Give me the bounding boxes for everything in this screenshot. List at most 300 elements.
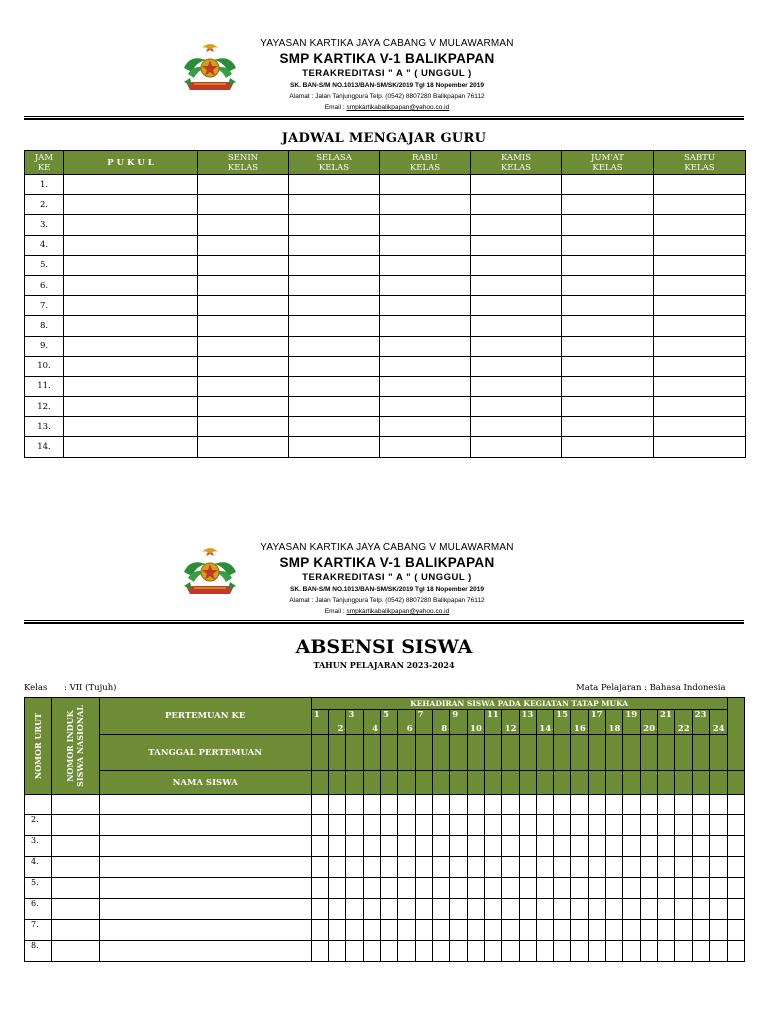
schedule-cell[interactable] [289,336,380,356]
attendance-mark-cell[interactable] [363,899,380,920]
attendance-mark-cell[interactable] [640,815,657,836]
attendance-mark-cell[interactable] [675,941,692,962]
attendance-mark-cell[interactable] [467,941,484,962]
schedule-cell[interactable] [654,316,746,336]
schedule-cell[interactable] [654,356,746,376]
attendance-mark-cell[interactable] [381,878,398,899]
schedule-cell[interactable] [198,356,289,376]
attendance-mark-cell[interactable] [363,836,380,857]
attendance-mark-cell[interactable] [311,836,328,857]
attendance-mark-cell[interactable] [519,899,536,920]
schedule-cell[interactable] [198,235,289,255]
schedule-cell[interactable] [289,397,380,417]
attendance-mark-cell[interactable] [692,857,709,878]
attendance-mark-cell[interactable] [727,795,744,815]
attendance-mark-cell[interactable] [606,836,623,857]
attendance-mark-cell[interactable] [381,857,398,878]
schedule-cell[interactable] [471,397,562,417]
attendance-mark-cell[interactable] [346,815,363,836]
attendance-mark-cell[interactable] [484,815,501,836]
attendance-mark-cell[interactable] [692,878,709,899]
attendance-mark-cell[interactable] [329,795,346,815]
date-cell[interactable] [329,735,346,771]
attendance-mark-cell[interactable] [658,857,675,878]
attendance-mark-cell[interactable] [502,941,519,962]
attendance-mark-cell[interactable] [432,836,449,857]
attendance-mark-cell[interactable] [432,941,449,962]
attendance-mark-cell[interactable] [709,920,727,941]
date-cell[interactable] [588,735,605,771]
attendance-mark-cell[interactable] [432,920,449,941]
student-name-cell[interactable] [99,941,311,962]
attendance-mark-cell[interactable] [606,878,623,899]
date-cell[interactable] [467,735,484,771]
schedule-cell[interactable] [654,215,746,235]
schedule-cell[interactable] [562,437,654,457]
date-cell[interactable] [415,735,432,771]
attendance-mark-cell[interactable] [502,878,519,899]
schedule-cell[interactable] [471,376,562,396]
attendance-mark-cell[interactable] [484,899,501,920]
attendance-mark-cell[interactable] [692,815,709,836]
student-nisn-cell[interactable] [52,941,100,962]
schedule-cell[interactable] [64,356,198,376]
attendance-mark-cell[interactable] [311,857,328,878]
attendance-mark-cell[interactable] [675,899,692,920]
attendance-mark-cell[interactable] [398,795,415,815]
schedule-cell[interactable] [562,296,654,316]
schedule-cell[interactable] [654,255,746,275]
email-link[interactable]: smpkartikabalikpapan@yahoo.co.id [346,608,450,615]
attendance-mark-cell[interactable] [415,795,432,815]
date-cell[interactable] [675,735,692,771]
date-cell[interactable] [658,735,675,771]
schedule-cell[interactable] [380,296,471,316]
attendance-mark-cell[interactable] [381,815,398,836]
attendance-mark-cell[interactable] [536,941,553,962]
schedule-cell[interactable] [562,215,654,235]
attendance-mark-cell[interactable] [658,899,675,920]
schedule-cell[interactable] [289,255,380,275]
attendance-mark-cell[interactable] [623,795,640,815]
attendance-mark-cell[interactable] [536,920,553,941]
attendance-mark-cell[interactable] [484,795,501,815]
date-cell[interactable] [536,735,553,771]
attendance-mark-cell[interactable] [415,920,432,941]
email-link[interactable]: smpkartikabalikpapan@yahoo.co.id [346,104,450,111]
attendance-mark-cell[interactable] [571,836,588,857]
attendance-mark-cell[interactable] [554,920,571,941]
attendance-mark-cell[interactable] [727,857,744,878]
attendance-mark-cell[interactable] [432,899,449,920]
attendance-mark-cell[interactable] [346,941,363,962]
attendance-mark-cell[interactable] [709,878,727,899]
schedule-cell[interactable] [562,175,654,195]
attendance-mark-cell[interactable] [484,857,501,878]
attendance-mark-cell[interactable] [606,899,623,920]
attendance-mark-cell[interactable] [588,795,605,815]
attendance-mark-cell[interactable] [450,857,467,878]
attendance-mark-cell[interactable] [329,857,346,878]
attendance-mark-cell[interactable] [415,836,432,857]
attendance-mark-cell[interactable] [311,795,328,815]
attendance-mark-cell[interactable] [329,920,346,941]
attendance-mark-cell[interactable] [623,920,640,941]
attendance-mark-cell[interactable] [675,815,692,836]
attendance-mark-cell[interactable] [727,920,744,941]
attendance-mark-cell[interactable] [415,899,432,920]
student-nisn-cell[interactable] [52,878,100,899]
attendance-mark-cell[interactable] [450,836,467,857]
attendance-mark-cell[interactable] [450,899,467,920]
attendance-mark-cell[interactable] [519,941,536,962]
schedule-cell[interactable] [289,316,380,336]
attendance-mark-cell[interactable] [450,941,467,962]
schedule-cell[interactable] [198,376,289,396]
attendance-mark-cell[interactable] [606,815,623,836]
attendance-mark-cell[interactable] [571,795,588,815]
schedule-cell[interactable] [562,397,654,417]
attendance-mark-cell[interactable] [675,836,692,857]
schedule-cell[interactable] [198,437,289,457]
attendance-mark-cell[interactable] [502,899,519,920]
attendance-mark-cell[interactable] [640,795,657,815]
attendance-mark-cell[interactable] [536,836,553,857]
attendance-mark-cell[interactable] [415,878,432,899]
attendance-mark-cell[interactable] [727,815,744,836]
schedule-cell[interactable] [64,336,198,356]
schedule-cell[interactable] [654,175,746,195]
schedule-cell[interactable] [289,175,380,195]
attendance-mark-cell[interactable] [727,836,744,857]
schedule-cell[interactable] [562,336,654,356]
attendance-mark-cell[interactable] [519,878,536,899]
schedule-cell[interactable] [198,275,289,295]
schedule-cell[interactable] [198,417,289,437]
schedule-cell[interactable] [380,235,471,255]
attendance-mark-cell[interactable] [658,815,675,836]
schedule-cell[interactable] [380,437,471,457]
attendance-mark-cell[interactable] [467,857,484,878]
date-cell[interactable] [432,735,449,771]
schedule-cell[interactable] [289,195,380,215]
schedule-cell[interactable] [380,356,471,376]
schedule-cell[interactable] [654,437,746,457]
attendance-mark-cell[interactable] [381,836,398,857]
schedule-cell[interactable] [198,316,289,336]
attendance-mark-cell[interactable] [502,836,519,857]
schedule-cell[interactable] [471,356,562,376]
attendance-mark-cell[interactable] [415,815,432,836]
schedule-cell[interactable] [64,397,198,417]
attendance-mark-cell[interactable] [346,878,363,899]
attendance-mark-cell[interactable] [692,941,709,962]
schedule-cell[interactable] [380,175,471,195]
schedule-cell[interactable] [471,255,562,275]
attendance-mark-cell[interactable] [311,878,328,899]
attendance-mark-cell[interactable] [692,836,709,857]
attendance-mark-cell[interactable] [623,815,640,836]
attendance-mark-cell[interactable] [502,857,519,878]
attendance-mark-cell[interactable] [709,795,727,815]
schedule-cell[interactable] [562,255,654,275]
attendance-mark-cell[interactable] [484,878,501,899]
attendance-mark-cell[interactable] [415,941,432,962]
attendance-mark-cell[interactable] [658,836,675,857]
schedule-cell[interactable] [64,215,198,235]
attendance-mark-cell[interactable] [727,878,744,899]
attendance-mark-cell[interactable] [623,836,640,857]
attendance-mark-cell[interactable] [623,941,640,962]
student-name-cell[interactable] [99,878,311,899]
attendance-mark-cell[interactable] [588,815,605,836]
attendance-mark-cell[interactable] [606,795,623,815]
schedule-cell[interactable] [562,195,654,215]
schedule-cell[interactable] [198,195,289,215]
schedule-cell[interactable] [654,397,746,417]
attendance-mark-cell[interactable] [450,815,467,836]
schedule-cell[interactable] [471,296,562,316]
attendance-mark-cell[interactable] [571,941,588,962]
attendance-mark-cell[interactable] [450,920,467,941]
schedule-cell[interactable] [380,275,471,295]
attendance-mark-cell[interactable] [675,857,692,878]
attendance-mark-cell[interactable] [398,815,415,836]
attendance-mark-cell[interactable] [536,857,553,878]
attendance-mark-cell[interactable] [623,899,640,920]
attendance-mark-cell[interactable] [363,857,380,878]
attendance-mark-cell[interactable] [554,878,571,899]
attendance-mark-cell[interactable] [709,899,727,920]
attendance-mark-cell[interactable] [571,920,588,941]
attendance-mark-cell[interactable] [346,836,363,857]
schedule-cell[interactable] [198,296,289,316]
attendance-mark-cell[interactable] [571,899,588,920]
date-cell[interactable] [640,735,657,771]
attendance-mark-cell[interactable] [398,878,415,899]
attendance-mark-cell[interactable] [536,878,553,899]
schedule-cell[interactable] [562,235,654,255]
attendance-mark-cell[interactable] [484,920,501,941]
schedule-cell[interactable] [64,316,198,336]
attendance-mark-cell[interactable] [329,941,346,962]
attendance-mark-cell[interactable] [329,815,346,836]
attendance-mark-cell[interactable] [727,899,744,920]
attendance-mark-cell[interactable] [675,920,692,941]
attendance-mark-cell[interactable] [658,920,675,941]
attendance-mark-cell[interactable] [450,878,467,899]
attendance-mark-cell[interactable] [606,941,623,962]
schedule-cell[interactable] [198,336,289,356]
attendance-mark-cell[interactable] [484,941,501,962]
attendance-mark-cell[interactable] [623,878,640,899]
schedule-cell[interactable] [64,437,198,457]
attendance-mark-cell[interactable] [398,941,415,962]
student-nisn-cell[interactable] [52,795,100,815]
schedule-cell[interactable] [654,417,746,437]
date-cell[interactable] [346,735,363,771]
schedule-cell[interactable] [562,417,654,437]
schedule-cell[interactable] [380,336,471,356]
schedule-cell[interactable] [64,417,198,437]
schedule-cell[interactable] [64,376,198,396]
attendance-mark-cell[interactable] [502,920,519,941]
date-cell[interactable] [692,735,709,771]
attendance-mark-cell[interactable] [640,920,657,941]
attendance-mark-cell[interactable] [432,857,449,878]
attendance-mark-cell[interactable] [467,878,484,899]
attendance-mark-cell[interactable] [415,857,432,878]
schedule-cell[interactable] [380,316,471,336]
attendance-mark-cell[interactable] [467,920,484,941]
schedule-cell[interactable] [471,175,562,195]
attendance-mark-cell[interactable] [519,795,536,815]
attendance-mark-cell[interactable] [363,795,380,815]
schedule-cell[interactable] [289,275,380,295]
student-nisn-cell[interactable] [52,857,100,878]
attendance-mark-cell[interactable] [467,815,484,836]
attendance-mark-cell[interactable] [709,941,727,962]
schedule-cell[interactable] [198,175,289,195]
date-cell[interactable] [311,735,328,771]
attendance-mark-cell[interactable] [311,815,328,836]
schedule-cell[interactable] [471,195,562,215]
attendance-mark-cell[interactable] [571,878,588,899]
attendance-mark-cell[interactable] [502,795,519,815]
schedule-cell[interactable] [654,336,746,356]
schedule-cell[interactable] [654,195,746,215]
schedule-cell[interactable] [289,376,380,396]
schedule-cell[interactable] [380,255,471,275]
schedule-cell[interactable] [380,397,471,417]
attendance-mark-cell[interactable] [329,836,346,857]
date-cell[interactable] [381,735,398,771]
attendance-mark-cell[interactable] [571,857,588,878]
attendance-mark-cell[interactable] [727,941,744,962]
student-nisn-cell[interactable] [52,836,100,857]
attendance-mark-cell[interactable] [329,899,346,920]
attendance-mark-cell[interactable] [709,815,727,836]
attendance-mark-cell[interactable] [554,941,571,962]
schedule-cell[interactable] [471,215,562,235]
attendance-mark-cell[interactable] [519,857,536,878]
attendance-mark-cell[interactable] [588,878,605,899]
schedule-cell[interactable] [198,397,289,417]
attendance-mark-cell[interactable] [381,795,398,815]
attendance-mark-cell[interactable] [381,941,398,962]
attendance-mark-cell[interactable] [640,857,657,878]
attendance-mark-cell[interactable] [588,941,605,962]
schedule-cell[interactable] [289,356,380,376]
attendance-mark-cell[interactable] [346,899,363,920]
schedule-cell[interactable] [198,255,289,275]
schedule-cell[interactable] [654,296,746,316]
attendance-mark-cell[interactable] [467,899,484,920]
schedule-cell[interactable] [380,195,471,215]
attendance-mark-cell[interactable] [658,878,675,899]
attendance-mark-cell[interactable] [588,920,605,941]
attendance-mark-cell[interactable] [519,815,536,836]
attendance-mark-cell[interactable] [709,857,727,878]
schedule-cell[interactable] [64,275,198,295]
student-name-cell[interactable] [99,836,311,857]
date-cell[interactable] [398,735,415,771]
attendance-mark-cell[interactable] [675,878,692,899]
attendance-mark-cell[interactable] [536,815,553,836]
attendance-mark-cell[interactable] [709,836,727,857]
attendance-mark-cell[interactable] [692,899,709,920]
attendance-mark-cell[interactable] [606,857,623,878]
student-nisn-cell[interactable] [52,920,100,941]
schedule-cell[interactable] [471,275,562,295]
attendance-mark-cell[interactable] [606,920,623,941]
attendance-mark-cell[interactable] [554,815,571,836]
schedule-cell[interactable] [64,175,198,195]
attendance-mark-cell[interactable] [398,857,415,878]
date-cell[interactable] [502,735,519,771]
attendance-mark-cell[interactable] [311,899,328,920]
attendance-mark-cell[interactable] [502,815,519,836]
attendance-mark-cell[interactable] [346,795,363,815]
date-cell[interactable] [606,735,623,771]
date-cell[interactable] [450,735,467,771]
attendance-mark-cell[interactable] [398,920,415,941]
schedule-cell[interactable] [471,437,562,457]
attendance-mark-cell[interactable] [484,836,501,857]
schedule-cell[interactable] [289,417,380,437]
attendance-mark-cell[interactable] [692,920,709,941]
attendance-mark-cell[interactable] [554,836,571,857]
attendance-mark-cell[interactable] [363,878,380,899]
schedule-cell[interactable] [380,376,471,396]
schedule-cell[interactable] [289,215,380,235]
date-cell[interactable] [363,735,380,771]
schedule-cell[interactable] [654,275,746,295]
student-name-cell[interactable] [99,899,311,920]
schedule-cell[interactable] [64,255,198,275]
attendance-mark-cell[interactable] [588,836,605,857]
schedule-cell[interactable] [380,215,471,235]
attendance-mark-cell[interactable] [675,795,692,815]
attendance-mark-cell[interactable] [554,857,571,878]
attendance-mark-cell[interactable] [640,899,657,920]
attendance-mark-cell[interactable] [692,795,709,815]
attendance-mark-cell[interactable] [398,899,415,920]
student-nisn-cell[interactable] [52,899,100,920]
attendance-mark-cell[interactable] [363,815,380,836]
attendance-mark-cell[interactable] [640,878,657,899]
attendance-mark-cell[interactable] [450,795,467,815]
attendance-mark-cell[interactable] [311,941,328,962]
date-cell[interactable] [554,735,571,771]
attendance-mark-cell[interactable] [588,899,605,920]
schedule-cell[interactable] [654,376,746,396]
attendance-mark-cell[interactable] [658,941,675,962]
attendance-mark-cell[interactable] [554,795,571,815]
attendance-mark-cell[interactable] [311,920,328,941]
attendance-mark-cell[interactable] [519,836,536,857]
schedule-cell[interactable] [562,376,654,396]
schedule-cell[interactable] [289,296,380,316]
student-name-cell[interactable] [99,920,311,941]
student-name-cell[interactable] [99,815,311,836]
attendance-mark-cell[interactable] [432,878,449,899]
schedule-cell[interactable] [198,215,289,235]
attendance-mark-cell[interactable] [467,795,484,815]
attendance-mark-cell[interactable] [467,836,484,857]
schedule-cell[interactable] [562,356,654,376]
attendance-mark-cell[interactable] [571,815,588,836]
